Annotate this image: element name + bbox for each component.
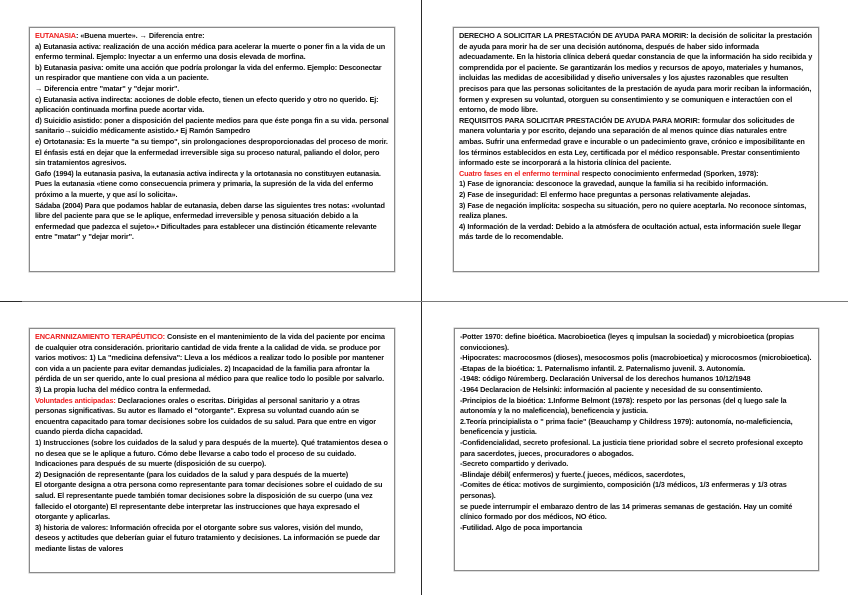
eutanasia-heading-line xyxy=(35,31,389,42)
bioetica-line: -Comites de ética: motivos de surgimiento, composición (1/3 médicos, 1/3 enfermeras y 1/3 otras personas). xyxy=(460,480,787,500)
voluntades-line: El otorgante designa a otra persona como representante para tomar decisiones sobre el cuidado de su salud. El representante puede también tomar decisiones sobre la disposición de su cuerpo (una vez fallecido el otorgante) El representante debe interpretar las instrucciones que haya expresado el otorgante y aplicarlas. xyxy=(35,480,383,522)
eutanasia-line: c) Eutanasia activa indirecta: acciones de doble efecto, tienen un efecto querido y otro no querido. Ej: aplicación continuada morfina puede acortar vida. xyxy=(35,94,379,115)
bioetica-line: -Principios de la bioética: 1.Informe Belmont (1978): respeto por las personas (del q luego sale la autonomía y la no maleficencia), beneficencia y justicia. xyxy=(460,395,787,416)
eutanasia-line: Sádaba (2004) Para que podamos hablar de eutanasia, deben darse las siguientes tres notas: «voluntad libre del paciente para que se le aplique, enfermedad irreversible y penosa situación debido a la enfermedad que padezca el sujeto».• Dificultades para establecer una distinción éticamente relevante entre "matar" y "dejar morir". xyxy=(35,200,385,242)
requisitos-text: REQUISITOS PARA SOLICITAR PRESTACIÓN DE AYUDA PARA MORIR: formular dos solicitudes de manera voluntaria y por escrito, dejando una separación de al menos quince días naturales entre ambas. Sufrir una enfermedad grave e incurable o un padecimiento grave, crónico e imposibilitante en los términos establecidos en esta Ley, certificada por el médico responsable. Prestar consentimiento informado este se incorporará a la historia clínica del paciente. xyxy=(459,115,805,168)
bioetica-line: se puede interrumpir el embarazo dentro de las 14 primeras semanas de gestación. Hay un comité clínico formado por dos médicos, NO ético. xyxy=(460,501,793,522)
bioetica-line: 2.Teoría principialista o " prima facie" (Beauchamp y Childress 1979): autonomía, no-maleficiencia, beneficencia y justicia. xyxy=(460,416,793,437)
card-eutanasia xyxy=(29,27,395,272)
voluntades-text: Declaraciones orales o escritas. Dirigidas al personal sanitario y a otras personas significativas. Su autor es llamado el "otorgante". Expresa su voluntad cuando aún se encuentra capacitado para tomar decisiones sobre los cuidados de su salud. Para que entre en vigor cuando pierda dicha capacidad. xyxy=(35,395,376,437)
fase-item: 2) Fase de inseguridad: El enfermo hace preguntas a personas relativamente alejadas. xyxy=(459,189,751,199)
bioetica-line: -1948: código Núremberg. Declaración Universal de los derechos humanos 10/12/1948 xyxy=(460,374,751,384)
eutanasia-line: → Diferencia entre "matar" y "dejar morir". xyxy=(35,83,180,93)
card-bioetica xyxy=(454,328,819,571)
fases-heading: Cuatro fases en el enfermo terminal xyxy=(459,168,580,178)
fases-heading-rest: respecto conocimiento enfermedad (Sporken, 1978): xyxy=(579,168,759,178)
fase-item: 4) Información de la verdad: Debido a la atmósfera de ocultación actual, esta información suele llegar más tarde de lo recomendable. xyxy=(459,221,801,242)
divider-tick xyxy=(0,301,22,302)
bioetica-line: -Potter 1970: define bioética. Macrobioetica (leyes q impulsan la sociedad) y microbioetica (propias convicciones). xyxy=(460,332,794,352)
bioetica-line: -1964 Declaracion de Helsinki: información al paciente y necesidad de su consentimiento. xyxy=(460,384,763,394)
voluntades-line: 3) historia de valores: Información ofrecida por el otorgante sobre sus valores, visión del mundo, deseos y actitudes que deberían guiar el futuro tratamiento y decisiones. La información se puede dar mediante listas de valores xyxy=(35,522,380,553)
voluntades-line: 2) Designación de representante (para los cuidados de la salud y para después de la muerte) xyxy=(35,469,348,479)
card-encarnizamiento xyxy=(29,328,395,573)
bioetica-line: -Secreto compartido y derivado. xyxy=(460,459,569,469)
fase-item: 3) Fase de negación implícita: sospecha su situación, pero no quiere aceptarla. No reconoce síntomas, realiza planes. xyxy=(459,200,807,221)
voluntades-paragraph xyxy=(35,396,389,438)
bioetica-line: -Etapas de la bioética: 1. Paternalismo infantil. 2. Paternalismo juvenil. 3. Autonomía. xyxy=(460,363,746,373)
bioetica-line: -Confidencialidad, secreto profesional. La justicia tiene prioridad sobre el secreto profesional excepto para sacerdotes, jueces, procuradores o abogados. xyxy=(460,437,803,458)
bioetica-line: -Hipocrates: macrocosmos (dioses), mesocosmos polis (macrobioetica) y microcosmos (microbioetica). xyxy=(460,353,812,363)
encarnizamiento-heading: ENCARNNIZAMIENTO TERAPÉUTICO: xyxy=(35,332,165,341)
eutanasia-line: e) Ortotanasia: Es la muerte "a su tiempo", sin prolongaciones desproporcionadas del proceso de morir. El énfasis está en dejar que la enfermedad irreversible siga su proceso natural, paliando el dolor, pero sin tratamientos agresivos. xyxy=(35,136,388,168)
derecho-intro: DERECHO A SOLICITAR LA PRESTACIÓN DE AYUDA PARA MORIR: la decisión de solicitar la prestación de ayuda para morir ha de ser una decisión autónoma, después de haber sido informada adecuadamente. En la historia clínica deberá quedar constancia de que la información ha sido recibida y comprendida por el paciente. Se garantizarán los medios y recursos de apoyo, materiales y humanos, incluidas las medidas de accesibilidad y diseño universales y los ajustes razonables que resulten precisos para que las personas solicitantes de la prestación de ayuda para morir reciban la información, formen y expresen su voluntad, otorguen su consentimiento y se comuniquen e interactúen con el entorno, de modo libre. xyxy=(459,31,813,115)
voluntades-heading: Voluntades anticipadas: xyxy=(35,395,116,405)
card-derecho-ayuda-morir xyxy=(453,27,819,272)
vertical-page-divider xyxy=(421,0,422,595)
eutanasia-line: Gafo (1994) la eutanasia pasiva, la eutanasia activa indirecta y la ortotanasia no constituyen eutanasia. Pues la eutanasia «tiene como consecuencia primera y primaria, la supresión de la vida del enfermo próximo a la muerte, y que así lo solicita». xyxy=(35,168,381,199)
encarnizamiento-text: Consiste en el mantenimiento de la vida del paciente por encima de cualquier otra consideración. prioritario cantidad de vida frente a la calidad de vida. se produce por varios motivos: 1) La "medicina defensiva": Lleva a los médicos a realizar todo lo posible por mantener con vida a un paciente para evitar demandas judiciales. 2) Incapacidad de la familia para afrontar la pérdida de un ser querido, ante lo cual presiona al médico para que realice todo lo posible por salvarlo. 3) La propia lucha del médico contra la enfermedad. xyxy=(35,332,385,394)
eutanasia-line: a) Eutanasia activa: realización de una acción médica para acelerar la muerte o poner fin a la vida de un enfermo terminal. Ejemplo: Inyectar a un enfermo una dosis elevada de morfina. xyxy=(35,41,386,62)
eutanasia-line: b) Eutanasia pasiva: omite una acción que podría prolongar la vida del enfermo. Ejemplo: Desconectar un respirador que mantiene con vida a un paciente. xyxy=(35,62,382,83)
fases-heading-line xyxy=(459,169,813,180)
bioetica-line: -Futilidad. Algo de poca importancia xyxy=(460,522,583,532)
fase-item: 1) Fase de ignorancia: desconoce la gravedad, aunque la familia si ha recibido información. xyxy=(459,179,768,189)
eutanasia-heading: EUTANASIA xyxy=(35,31,76,40)
eutanasia-heading-rest: : «Buena muerte». → Diferencia entre: xyxy=(75,31,205,40)
eutanasia-line: d) Suicidio asistido: poner a disposición del paciente medios para que éste ponga fin a su vida. personal sanitario→suicidio médicamente asistido.• Ej Ramón Sampedro xyxy=(35,115,389,136)
horizontal-page-divider xyxy=(0,301,848,302)
encarnizamiento-paragraph xyxy=(35,332,389,396)
voluntades-line: 1) Instrucciones (sobre los cuidados de la salud y para después de la muerte). Qué tratamientos desea o no desea que se le aplique a futuro. Cómo debe llevarse a cabo todo el proceso de su cuidado. Indicaciones para después de su muerte (disposición de su cuerpo). xyxy=(35,437,388,469)
bioetica-line: -Blindaje débil( enfermeros) y fuerte.( jueces, médicos, sacerdotes, xyxy=(460,469,686,479)
